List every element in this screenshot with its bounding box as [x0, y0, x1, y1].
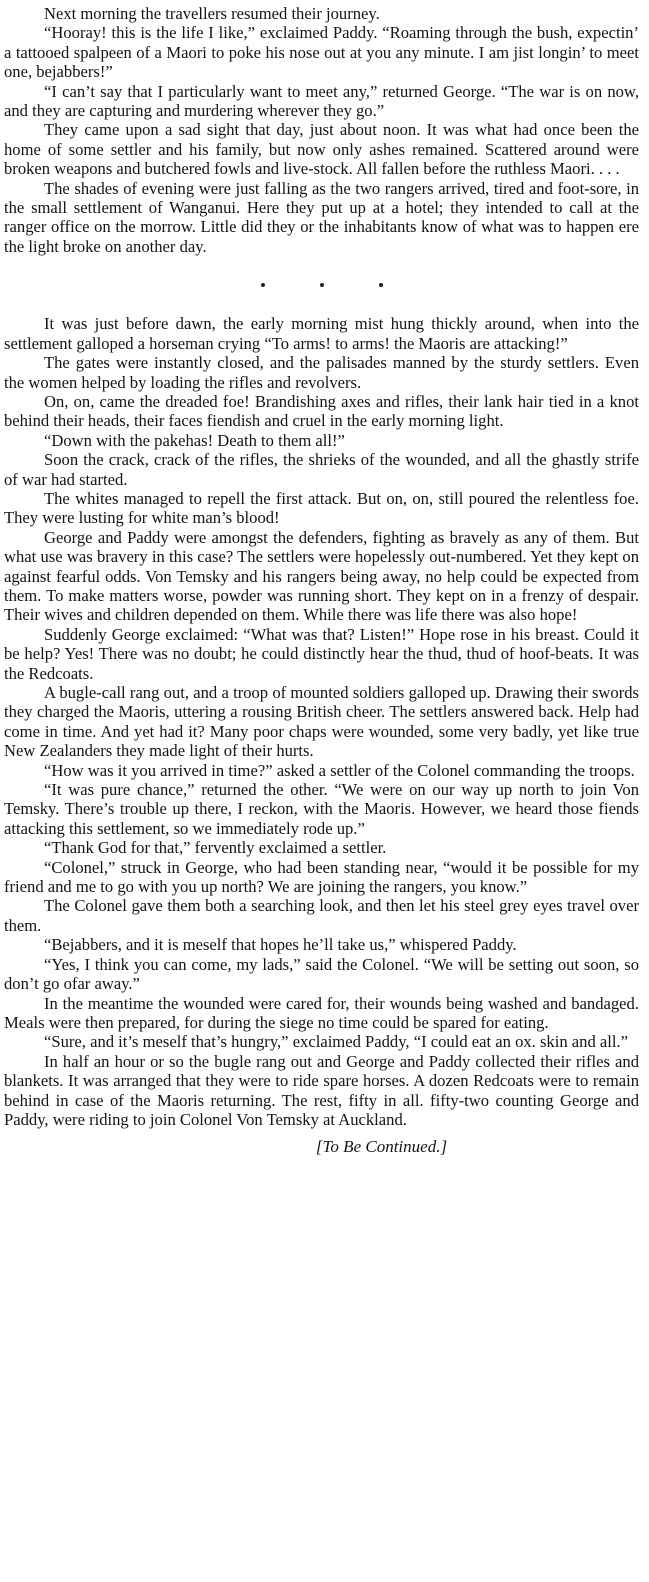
paragraph: “It was pure chance,” returned the other. “We were on our way up north to join Von Temsky. There’s trouble up there, I reckon, with the Maoris. However, we heard those fiends attacking this settlement, so we immediately rode up.”	[4, 780, 639, 838]
paragraph: The whites managed to repell the first attack. But on, on, still poured the relentless foe. They were lusting for white man’s blood!	[4, 488, 639, 528]
paragraph: On, on, came the dreaded foe! Brandishing axes and rifles, their lank hair tied in a knot behind their heads, their faces fiendish and cruel in the early morning light.	[4, 391, 639, 431]
paragraph: “Down with the pakehas! Death to them all!”	[44, 430, 345, 450]
to-be-continued: [To Be Continued.]	[315, 1137, 448, 1157]
paragraph: “Thank God for that,” fervently exclaimed a settler.	[44, 838, 387, 858]
paragraph: Next morning the travellers resumed their journey.	[44, 4, 380, 23]
paragraph: In the meantime the wounded were cared for, their wounds being washed and bandaged. Meals were then prepared, for during the siege no time could be spared for eating.	[4, 993, 639, 1032]
paragraph: Suddenly George exclaimed: “What was that? Listen!” Hope rose in his breast. Could it be help? Yes! There was no doubt; he could distinctly hear the thud, thud of hoof-beats. It was the Redcoats.	[4, 624, 639, 683]
paragraph: “Sure, and it’s meself that’s hungry,” exclaimed Paddy, “I could eat an ox. skin and all.”	[44, 1032, 628, 1052]
break-dot	[320, 283, 324, 287]
paragraph: “Bejabbers, and it is meself that hopes he’ll take us,” whispered Paddy.	[44, 935, 517, 955]
section-break	[4, 256, 639, 314]
paragraph: In half an hour or so the bugle rang out and George and Paddy collected their rifles and blankets. It was arranged that they were to ride spare horses. A dozen Redcoats were to remain behind in case of the Maoris returning. The rest, fifty in all. fifty-two counting George and Paddy, were riding to join Colonel Von Temsky at Auckland.	[4, 1051, 639, 1129]
paragraph: “Yes, I think you can come, my lads,” said the Colonel. “We will be setting out soon, so don’t go ofar away.”	[4, 954, 639, 994]
paragraph: The gates were instantly closed, and the palisades manned by the sturdy settlers. Even the women helped by loading the rifles and revolvers.	[4, 353, 639, 392]
paragraph: “I can’t say that I particularly want to meet any,” returned George. “The war is on now, and they are capturing and murdering wherever they go.”	[4, 81, 639, 121]
story-section-1	[4, 4, 639, 256]
paragraph: “Hooray! this is the life I like,” exclaimed Paddy. “Roaming through the bush, expectin’ a tattooed spalpeen of a Maori to poke his nose out at you any minute. I am jist longin’ to meet one, bejabbers!”	[4, 23, 639, 82]
paragraph: “Colonel,” struck in George, who had been standing near, “would it be possible for my friend and me to go with you up north? We are joining the rangers, you know.”	[4, 857, 639, 897]
story-section-2	[4, 314, 639, 1129]
paragraph: George and Paddy were amongst the defenders, fighting as bravely as any of them. But what use was bravery in this case? The settlers were hopelessly out-numbered. Yet they kept on against fearful odds. Von Temsky and his rangers being away, no help could be expected from them. To make matters worse, powder was running short. They kept on in a frenzy of despair. Their wives and children depended on them. While there was life there was also hope!	[4, 527, 639, 625]
paragraph: “How was it you arrived in time?” asked a settler of the Colonel commanding the troops.	[44, 760, 635, 780]
break-dot	[261, 283, 265, 287]
paragraph: The Colonel gave them both a searching look, and then let his steel grey eyes travel over them.	[4, 896, 639, 935]
paragraph: Soon the crack, crack of the rifles, the shrieks of the wounded, and all the ghastly strife of war had started.	[4, 450, 639, 489]
break-dot	[379, 283, 383, 287]
paragraph: They came upon a sad sight that day, just about noon. It was what had once been the home of some settler and his family, but now only ashes remained. Scattered around were broken weapons and butchered fowls and live-stock. All fallen before the ruthless Maori. . . .	[4, 120, 639, 179]
paragraph: The shades of evening were just falling as the two rangers arrived, tired and foot-sore, in the small settlement of Wanganui. Here they put up at a hotel; they intended to call at the ranger office on the morrow. Little did they or the inhabitants know of what was to happen ere the light broke on another day.	[4, 178, 639, 256]
paragraph: A bugle-call rang out, and a troop of mounted soldiers galloped up. Drawing their swords they charged the Maoris, uttering a rousing British cheer. The settlers answered back. Help had come in time. And yet had it? Many poor chaps were wounded, some very badly, yet like true New Zealanders they made light of their hurts.	[4, 683, 639, 761]
paragraph: It was just before dawn, the early morning mist hung thickly around, when into the settlement galloped a horseman crying “To arms! to arms! the Maoris are attacking!”	[4, 314, 639, 353]
